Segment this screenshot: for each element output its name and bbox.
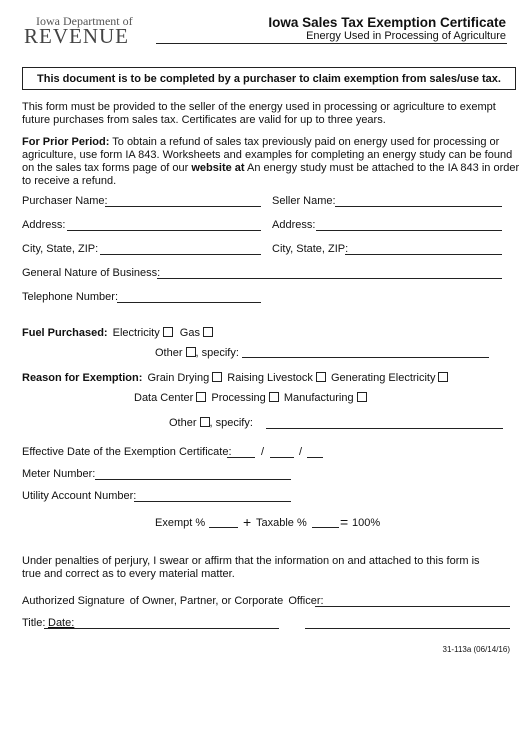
telephone-label: Telephone Number: bbox=[22, 291, 119, 303]
form-number: 31-113a (06/14/16) bbox=[442, 645, 510, 654]
exempt-percent-field[interactable] bbox=[209, 527, 238, 528]
date-label: Date: bbox=[48, 617, 75, 629]
generating-electricity-label: Generating Electricity bbox=[330, 372, 436, 384]
header-rule bbox=[156, 43, 507, 44]
effective-date-day-field[interactable] bbox=[270, 457, 294, 458]
equals-sign: = bbox=[340, 514, 349, 530]
purchaser-name-label: Purchaser Name: bbox=[22, 195, 108, 207]
fuel-other-row bbox=[155, 347, 239, 359]
purchaser-city-state-zip-label: City, State, ZIP: bbox=[22, 243, 99, 255]
seller-name-label: Seller Name: bbox=[272, 195, 336, 207]
raising-livestock-checkbox[interactable] bbox=[316, 372, 326, 382]
telephone-field[interactable] bbox=[117, 302, 261, 303]
date-field[interactable] bbox=[305, 628, 510, 629]
total-percent: 100% bbox=[352, 517, 381, 529]
fuel-purchased-label: Fuel Purchased: bbox=[22, 327, 108, 339]
nature-of-business-label: General Nature of Business: bbox=[22, 267, 161, 279]
electricity-checkbox[interactable] bbox=[163, 327, 173, 337]
signature-field[interactable] bbox=[315, 606, 510, 607]
of-owner-text: of Owner, Partner, or Corporate bbox=[129, 595, 284, 607]
fuel-specify-label: , specify: bbox=[195, 347, 239, 359]
data-center-checkbox[interactable] bbox=[196, 392, 206, 402]
utility-account-label: Utility Account Number: bbox=[22, 490, 137, 502]
grain-drying-label: Grain Drying bbox=[147, 372, 210, 384]
gas-checkbox[interactable] bbox=[203, 327, 213, 337]
taxable-percent-field[interactable] bbox=[312, 527, 339, 528]
seller-city-state-zip-label: City, State, ZIP: bbox=[272, 243, 349, 255]
reason-specify-label: , specify: bbox=[209, 417, 253, 429]
seller-city-state-zip-field[interactable] bbox=[345, 254, 502, 255]
nature-of-business-field[interactable] bbox=[157, 278, 502, 279]
officer-text: Officer: bbox=[288, 595, 324, 607]
generating-electricity-checkbox[interactable] bbox=[438, 372, 448, 382]
logo-revenue-text: REVENUE bbox=[24, 24, 129, 48]
form-title: Iowa Sales Tax Exemption Certificate bbox=[268, 15, 506, 30]
prior-period-text: To obtain a refund of sales tax previously paid on energy used for processing or agriculture, use form IA 843. Worksheets and examples for completing an energy study can be found on the sales tax forms page of our bbox=[22, 136, 513, 174]
fuel-other-checkbox[interactable] bbox=[186, 347, 196, 357]
effective-date-month-field[interactable] bbox=[227, 457, 255, 458]
fuel-purchased-row bbox=[22, 327, 213, 339]
electricity-label: Electricity bbox=[112, 327, 160, 339]
prior-period-paragraph bbox=[22, 136, 520, 188]
seller-address-field[interactable] bbox=[316, 230, 502, 231]
prior-period-text-2: An energy study must be attached to the IA 843 in order to receive a refund. bbox=[22, 162, 520, 187]
meter-number-field[interactable] bbox=[95, 479, 291, 480]
logo-department-text: Iowa Department of bbox=[36, 14, 133, 28]
reason-row-2 bbox=[134, 392, 367, 404]
reason-row-1 bbox=[22, 372, 448, 384]
reason-other-row bbox=[169, 417, 253, 429]
date-separator-2: / bbox=[299, 446, 303, 458]
authorized-signature-text: Authorized Signature bbox=[22, 595, 125, 607]
taxable-percent-label: Taxable % bbox=[256, 517, 307, 529]
gas-label: Gas bbox=[179, 327, 200, 339]
form-subtitle: Energy Used in Processing of Agriculture bbox=[306, 30, 506, 42]
purchaser-address-label: Address: bbox=[22, 219, 66, 231]
title-field[interactable] bbox=[44, 628, 279, 629]
purchaser-city-state-zip-field[interactable] bbox=[100, 254, 261, 255]
purchaser-notice-box: This document is to be completed by a purchaser to claim exemption from sales/use tax. bbox=[22, 67, 516, 90]
seller-address-label: Address: bbox=[272, 219, 316, 231]
reason-for-exemption-label: Reason for Exemption: bbox=[22, 372, 143, 384]
intro-paragraph: This form must be provided to the seller of the energy used in processing or agriculture to exempt future purchases from sales tax. Certificates are valid for up to three years. bbox=[22, 101, 496, 126]
fuel-other-label: Other bbox=[155, 347, 183, 359]
purchaser-name-field[interactable] bbox=[105, 206, 261, 207]
website-link[interactable]: website at bbox=[191, 162, 245, 174]
title-label: Title: bbox=[22, 617, 46, 629]
fuel-other-specify-field[interactable] bbox=[242, 357, 489, 358]
reason-other-label: Other bbox=[169, 417, 197, 429]
seller-name-field[interactable] bbox=[335, 206, 502, 207]
grain-drying-checkbox[interactable] bbox=[212, 372, 222, 382]
data-center-label: Data Center bbox=[134, 392, 194, 404]
prior-period-label: For Prior Period: bbox=[22, 136, 110, 148]
utility-account-field[interactable] bbox=[134, 501, 291, 502]
manufacturing-label: Manufacturing bbox=[283, 392, 354, 404]
authorized-signature-label bbox=[22, 595, 324, 607]
perjury-statement: Under penalties of perjury, I swear or affirm that the information on and attached to this form is true and correct as to every material matter. bbox=[22, 555, 480, 580]
reason-other-specify-field[interactable] bbox=[266, 428, 503, 429]
manufacturing-checkbox[interactable] bbox=[357, 392, 367, 402]
exempt-percent-label: Exempt % bbox=[155, 517, 206, 529]
effective-date-year-field[interactable] bbox=[307, 457, 323, 458]
processing-label: Processing bbox=[211, 392, 266, 404]
plus-sign: + bbox=[243, 514, 252, 530]
meter-number-label: Meter Number: bbox=[22, 468, 96, 480]
date-separator-1: / bbox=[261, 446, 265, 458]
purchaser-address-field[interactable] bbox=[67, 230, 261, 231]
effective-date-label: Effective Date of the Exemption Certificate: bbox=[22, 446, 232, 458]
reason-other-checkbox[interactable] bbox=[200, 417, 210, 427]
processing-checkbox[interactable] bbox=[269, 392, 279, 402]
raising-livestock-label: Raising Livestock bbox=[227, 372, 313, 384]
